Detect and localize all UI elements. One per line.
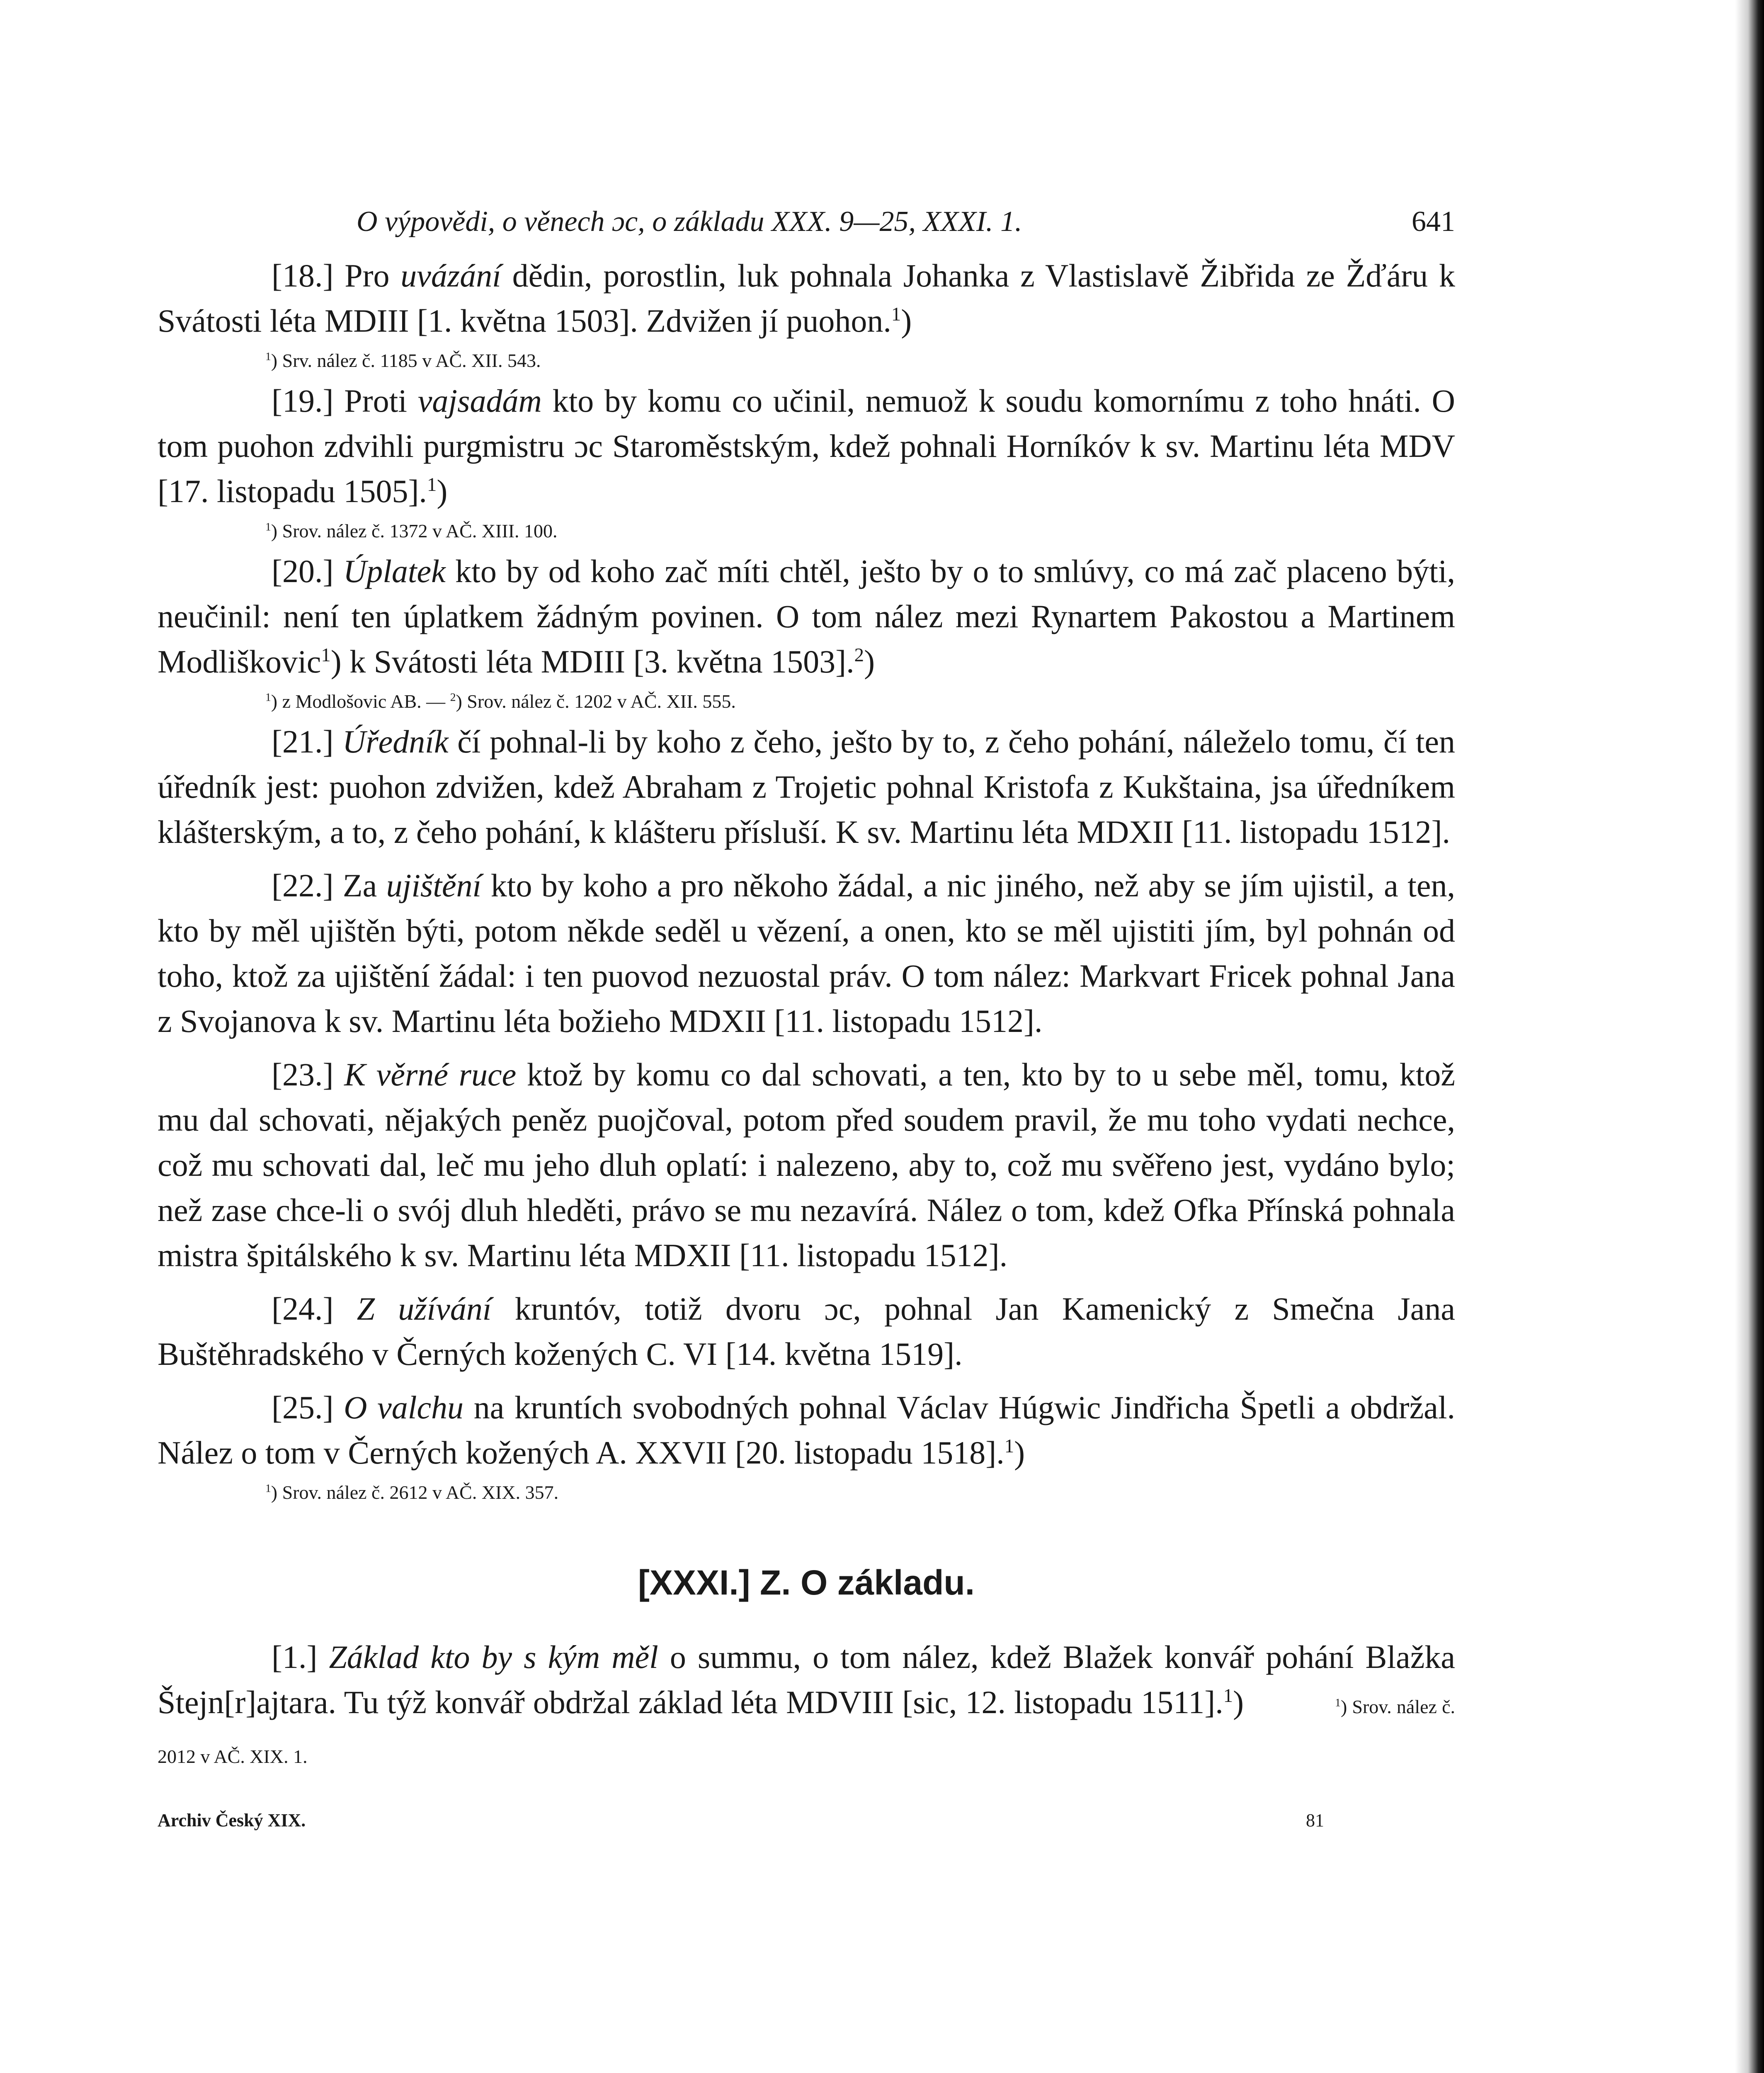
entry-21 xyxy=(158,719,1455,854)
footnote-ref: 1 xyxy=(1223,1685,1233,1706)
entry-keyword: ujištění xyxy=(386,867,482,903)
entry-text: [23.] K věrné ruce ktož by komu co dal schovati, a ten, kto by to u sebe měl, tomu, ktož mu dal schovati, nějakých peněz puojčoval, potom před soudem pravil, že mu toho vydati nechce, což mu schovati dal, leč mu jeho dluh oplatí: i nalezeno, aby to, což mu svěřeno jest, vydáno bylo; než zase chce-li o svój dluh hleděti, právo se mu nezavírá. Nález o tom, kdež Ofka Přínská pohnala mistra špitálského k sv. Martinu léta MDXII [11. listopadu 1512]. xyxy=(158,1056,1455,1273)
footnote: $^1$) Srov. nález č. 1372 v AČ. XIII. 100. xyxy=(265,520,558,541)
footnote-ref: 1 xyxy=(1004,1435,1014,1457)
entry-number: [19.] xyxy=(272,383,334,419)
book-page xyxy=(158,199,1455,1837)
entry-number: [20.] xyxy=(272,553,334,589)
signature-mark: Archiv Český XIX. xyxy=(158,1810,306,1830)
entry-text: [19.] Proti vajsadám kto by komu co učinil, nemuož k soudu komornímu z toho hnáti. O tom puohon zdvihli purgmistru ɔc Staroměstským, kdež pohnali Horníkóv k sv. Martinu léta MDV [17. listopadu 1505].$^1$) xyxy=(158,383,1455,509)
entry-keyword: Úředník xyxy=(342,723,449,760)
entry-text: [22.] Za ujištění kto by koho a pro někoho žádal, a nic jiného, než aby se jím ujistil, a ten, kto by měl ujištěn býti, potom někde seděl u vězení, a onen, kto se měl ujistiti jím, byl pohnán od toho, ktož za ujištění žádal: i ten puovod nezuostal práv. O tom nález: Markvart Fricek pohnal Jana z Svojanova k sv. Martinu léta božieho MDXII [11. listopadu 1512]. xyxy=(158,867,1455,1039)
page-edge-shadow xyxy=(1735,0,1764,2073)
entry-number: [18.] xyxy=(272,257,334,294)
entry-text: [1.] Základ kto by s kým měl o summu, o tom nález, kdež Blažek konvář pohání Blažka Štejn[r]ajtara. Tu týž konvář obdržal základ léta MDVIII [sic, 12. listopadu 1511].$^1$) $^1$) Srov. nález č. 2012 v AČ. XIX. 1. xyxy=(158,1639,1455,1767)
entry-18 xyxy=(158,253,1455,378)
footnote-ref: 1 xyxy=(427,474,437,495)
page-footer xyxy=(158,1804,1455,1837)
footnote-ref: 1 xyxy=(321,644,331,666)
entry-25 xyxy=(158,1385,1455,1510)
entry-keyword: K věrné ruce xyxy=(344,1056,517,1092)
footnote: $^1$) Srov. nález č. 2612 v AČ. XIX. 357. xyxy=(265,1481,559,1503)
entry-keyword: O valchu xyxy=(344,1389,464,1425)
entry-24 xyxy=(158,1286,1455,1376)
footnote: $^1$) z Modlošovic AB. — $^2$) Srov. nález č. 1202 v AČ. XII. 555. xyxy=(265,690,736,712)
page-number: 641 xyxy=(1412,206,1455,238)
entry-text: [18.] Pro uvázání dědin, porostlin, luk pohnala Johanka z Vlastislavě Žibřida ze Žďáru k Svátosti léta MDIII [1. května 1503]. Zdvižen jí puohon.$^1$) xyxy=(158,257,1456,339)
footnote-ref: 1 xyxy=(891,303,901,325)
entry-20 xyxy=(158,549,1455,719)
running-head xyxy=(158,199,1455,245)
entry-text: [24.] Z užívání kruntóv, totiž dvoru ɔc, pohnal Jan Kamenický z Smečna Jana Buštěhradského v Černých kožených C. VI [14. května 1519]. xyxy=(158,1291,1455,1372)
entry-number: [21.] xyxy=(272,723,334,760)
entry-19 xyxy=(158,378,1455,549)
section-heading: [XXXI.] Z. O základu. xyxy=(638,1563,975,1602)
footnote: $^1$) Srov. nález č. 2012 v AČ. XIX. 1. xyxy=(158,1696,1455,1767)
entry-text: [21.] Úředník čí pohnal-li by koho z čeho, ješto by to, z čeho pohání, náleželo tomu, čí ten úředník jest: puohon zdvižen, kdež Abraham z Trojetic pohnal Kristofa z Kukštaina, jsa úředníkem klášterským, a to, z čeho pohání, k klášteru přísluší. K sv. Martinu léta MDXII [11. listopadu 1512]. xyxy=(158,723,1455,850)
entry-number: [1.] xyxy=(272,1639,318,1675)
entry-keyword: vajsadám xyxy=(417,383,542,419)
entry-keyword: Z užívání xyxy=(357,1291,492,1327)
entry-keyword: uvázání xyxy=(400,257,501,294)
entry-number: [25.] xyxy=(272,1389,334,1425)
entry-text: [25.] O valchu na kruntích svobodných pohnal Václav Húgwic Jindřicha Špetli a obdržal. Nález o tom v Černých kožených A. XXVII [20. listopadu 1518].$^1$) xyxy=(158,1389,1455,1471)
entry-number: [24.] xyxy=(272,1291,334,1327)
footnote: $^1$) Srv. nález č. 1185 v AČ. XII. 543. xyxy=(265,350,541,371)
entry-number: [22.] xyxy=(272,867,334,903)
footnote-ref: 2 xyxy=(854,644,864,666)
running-head-title: O výpovědi, o věnech ɔc, o základu XXX. 9—25, XXXI. 1. xyxy=(357,206,1022,238)
entry-text: [20.] Úplatek kto by od koho zač míti chtěl, ješto by o to smlúvy, co má zač placeno býti, neučinil: není ten úplatkem žádným povinen. O tom nález mezi Rynartem Pakostou a Martinem Modliškovic$^1$) k Svátosti léta MDIII [3. května 1503].$^2$) xyxy=(158,553,1456,680)
sheet-number: 81 xyxy=(1306,1810,1324,1830)
section-entry-1 xyxy=(158,1634,1455,1779)
entry-number: [23.] xyxy=(272,1056,334,1092)
entry-23 xyxy=(158,1052,1455,1278)
entry-keyword: Úplatek xyxy=(343,553,446,589)
entry-keyword: Základ kto by s kým měl xyxy=(329,1639,658,1675)
entry-22 xyxy=(158,863,1455,1044)
